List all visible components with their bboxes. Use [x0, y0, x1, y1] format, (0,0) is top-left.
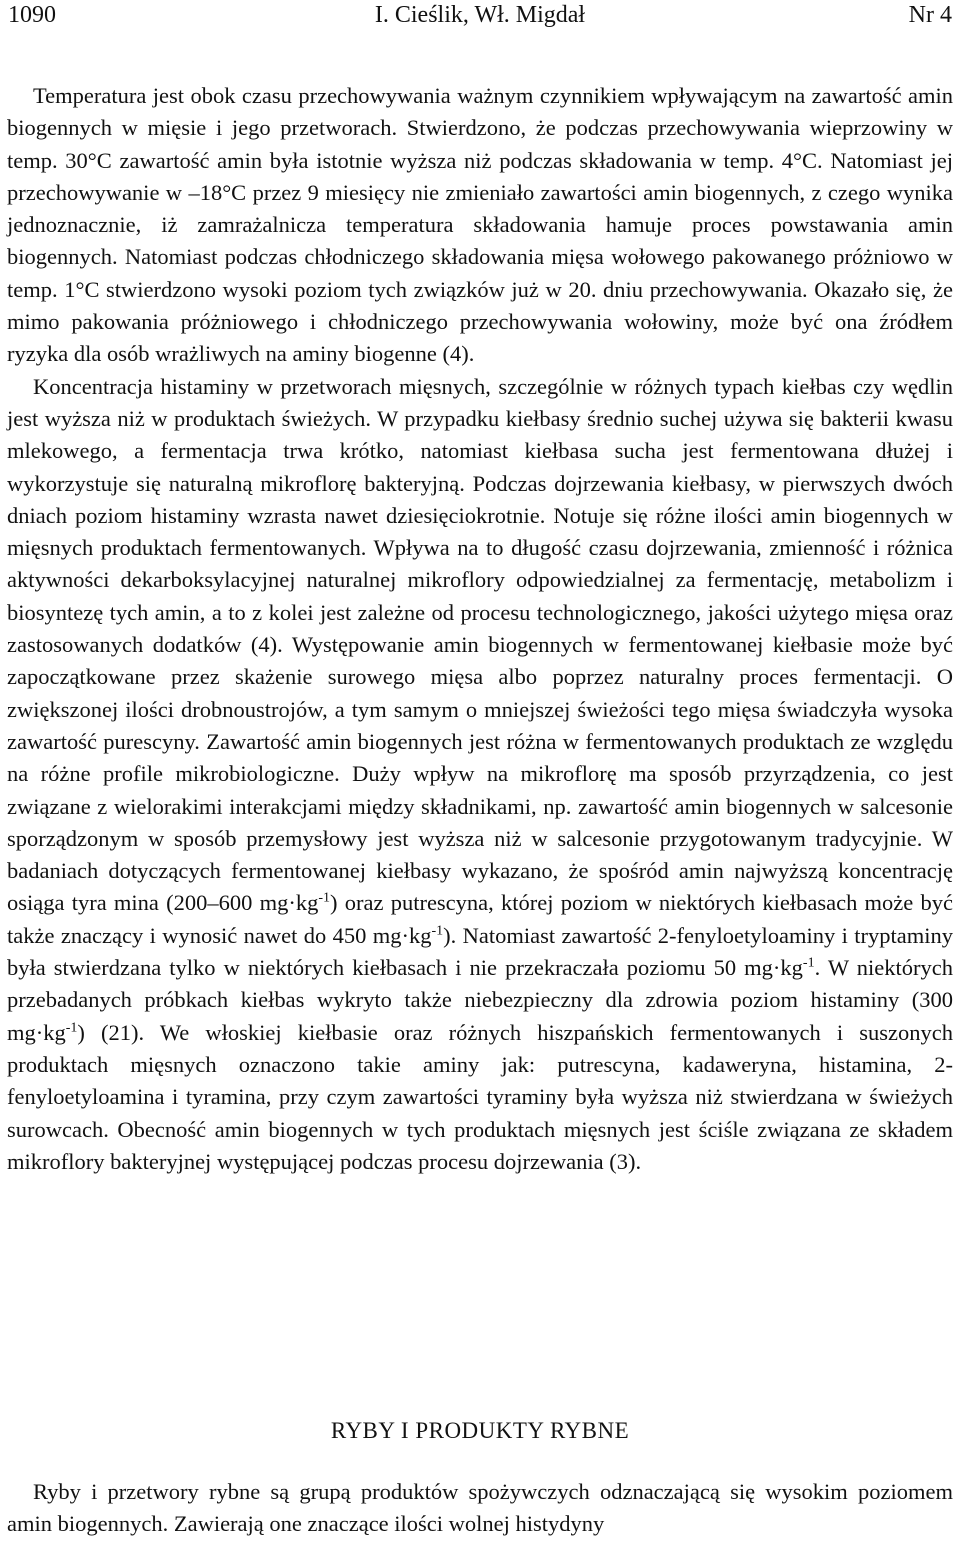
paragraph: Ryby i przetwory rybne są grupą produktów spożywczych odznaczającą się wysokim poziomem amin biogennych. Zawierają one znaczące ilości wolnej histydyny [7, 1479, 953, 1537]
article-body [7, 80, 953, 1178]
exponent-superscript: -1 [318, 890, 331, 906]
paragraph: Temperatura jest obok czasu przechowywania ważnym czynnikiem wpływającym na zawartość amin biogennych w mięsie i jego przetworach. Stwierdzono, że podczas przechowywania wieprzowiny w temp. 30°C zawartość amin była istotnie wyższa niż podczas składowania w temp. 4°C. Natomiast jej przechowywanie w –18°C przez 9 miesięcy nie zmieniało zawartości amin biogennych, z czego wynika jednoznacznie, iż zamrażalnicza temperatura składowania hamuje proces powstawania amin biogennych. Natomiast podczas chłodniczego składowania mięsa wołowego pakowanego próżniowo w temp. 1°C stwierdzono wysoki poziom tych związków już w 20. dniu przechowywania. Okazało się, że mimo pakowania próżniowego i chłodniczego przechowywania wołowiny, może być ona źródłem ryzyka dla osób wrażliwych na aminy biogenne (4). [7, 83, 953, 367]
page-number: 1090 [8, 2, 56, 28]
issue-number: Nr 4 [908, 2, 952, 28]
running-title: I. Cieślik, Wł. Migdał [374, 2, 586, 28]
paragraph: Koncentracja histaminy w przetworach mięsnych, szczególnie w różnych typach kiełbas czy wędlin jest wyższa niż w produktach świeżych. W przypadku kiełbasy średnio suchej używa się bakterii kwasu mlekowego, a fermentacja trwa krótko, natomiast kiełbasa sucha jest fermentowana dłużej i wykorzystuje się naturalną mikroflorę bakteryjną. Podczas dojrzewania kiełbasy, w pierwszych dwóch dniach poziom histaminy wzrasta nawet dziesięciokrotnie. Notuje się różne ilości amin biogennych w mięsnych produktach fermentowanych. Wpływa na to długość czasu dojrzewania, zmienność i różnica aktywności dekarboksylacyjnej naturalnej mikroflory odpowiedzialnej za fermentację, metabolizm i biosyntezę tych amin, a to z kolei jest zależne od procesu technologicznego, jakości użytego mięsa oraz zastosowanych dodatków (4). Występowanie amin biogennych w fermentowanej kiełbasie może być zapoczątkowane przez skażenie surowego mięsa albo poprzez naturalny proces fermentacji. O zwiększonej ilości drobnoustrojów, a tym samym o mniejszej świeżości tego mięsa świadczyła wysoka zawartość purescyny. Zawartość amin biogennych jest różna w fermentowanych produktach ze względu na różne profile mikrobiologiczne. Duży wpływ na mikroflorę ma sposób przyrządzenia, co jest związane z wielorakimi interakcjami między składnikami, np. zawartość amin biogennych w salcesonie sporządzonym w sposób przemysłowy jest wyższa niż w salcesonie przygotowanym tradycyjnie. W badaniach dotyczących fermentowanej kiełbasy wykazano, że spośród amin najwyższą koncentrację osiąga tyra mina (200–600 $mg\cdot kg^{-1}$) oraz putrescyna, której poziom w niektórych kiełbasach może być także znaczący i wynosić nawet do 450 $mg\cdot kg^{-1}$). Natomiast zawartość 2-fenyloetyloaminy i tryptaminy była stwierdzana tylko w niektórych kiełbasach i nie przekraczała poziomu 50 $mg\cdot kg^{-1}$. W niektórych przebadanych próbkach kiełbas wykryto także niebezpieczny dla zdrowia poziom histaminy (300 $mg\cdot kg^{-1}$) (21). We włoskiej kiełbasie oraz różnych hiszpańskich fermentowanych i suszonych produktach mięsnych oznaczono takie aminy jak: putrescyna, kadaweryna, histamina, 2-fenyloetyloamina i tyramina, przy czym zawartości tyraminy była wyższa niż stwierdzana w świeżych surowcach. Obecność amin biogennych w tych produktach mięsnych jest ściśle związana ze składem mikroflory bakteryjnej występującej podczas procesu dojrzewania (3). [7, 373, 953, 1174]
article-body-continued [7, 1476, 953, 1541]
exponent-superscript: -1 [802, 955, 815, 971]
exponent-superscript: -1 [431, 923, 444, 939]
section-heading: RYBY I PRODUKTY RYBNE [330, 1418, 630, 1443]
running-header [0, 0, 960, 30]
exponent-superscript: -1 [65, 1020, 78, 1036]
